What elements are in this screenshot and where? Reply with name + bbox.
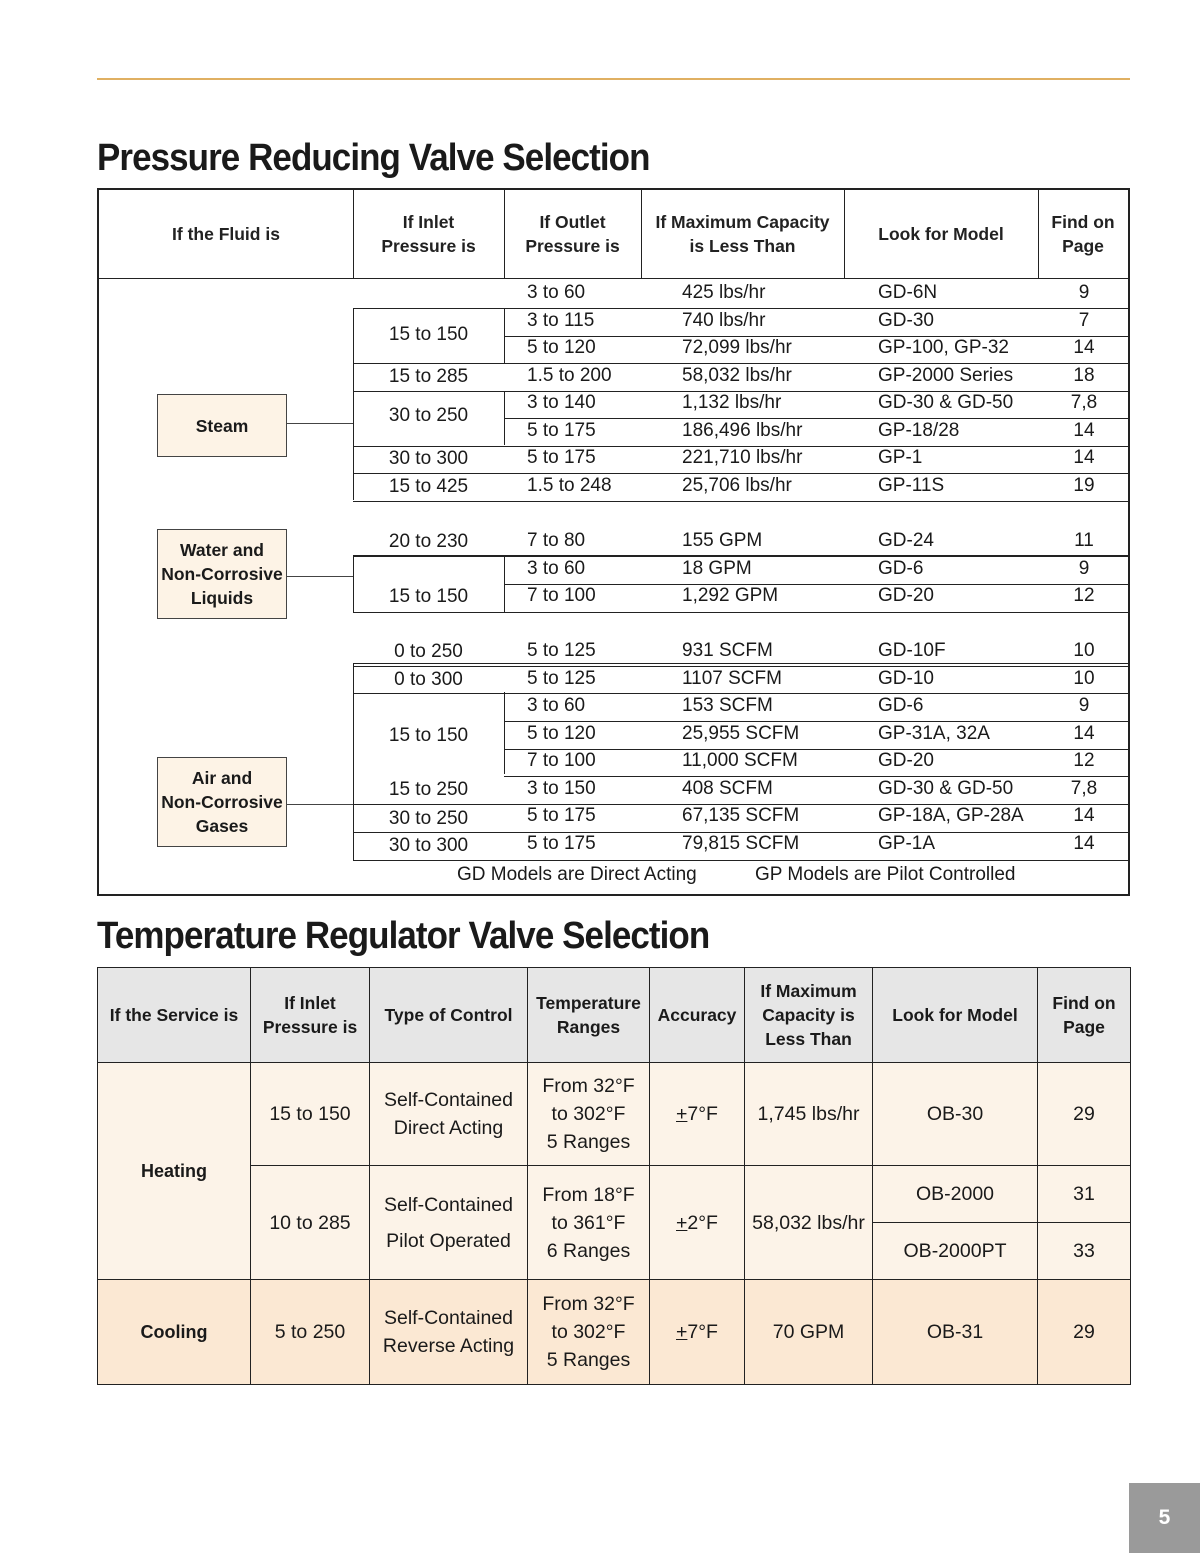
outlet-pressure: 5 to 175 xyxy=(527,833,596,854)
model-number: GP-18A, GP-28A xyxy=(878,805,1024,826)
header-fluid: If the Fluid is xyxy=(172,224,280,244)
temp-range-cell: From 32°F to 302°F 5 Ranges xyxy=(528,1280,650,1385)
page-number: 5 xyxy=(1129,1483,1200,1553)
plus-minus-sign: + xyxy=(676,1211,688,1234)
capacity-cell: 58,032 lbs/hr xyxy=(745,1166,873,1280)
page-reference: 9 xyxy=(1078,282,1090,303)
model-cell: OB-2000PT xyxy=(873,1223,1038,1280)
accuracy-value: 7°F xyxy=(687,1321,718,1343)
model-number: GP-1A xyxy=(878,833,936,854)
outlet-pressure: 5 to 120 xyxy=(527,337,596,358)
inlet-pressure: 30 to 250 xyxy=(388,405,469,426)
model-number: GD-6 xyxy=(878,558,924,579)
max-capacity: 153 SCFM xyxy=(682,695,773,716)
page-reference: 19 xyxy=(1073,475,1095,496)
outlet-pressure: 5 to 175 xyxy=(527,447,596,468)
max-capacity: 25,955 SCFM xyxy=(682,723,800,744)
capacity-cell: 70 GPM xyxy=(745,1280,873,1385)
steam-connector xyxy=(287,423,353,424)
header-col-divider xyxy=(1038,190,1039,278)
page-reference: 18 xyxy=(1073,365,1095,386)
header-page: Find on Page xyxy=(1051,212,1115,256)
outlet-pressure: 5 to 125 xyxy=(527,640,596,661)
control-cell: Self-Contained Direct Acting xyxy=(370,1063,528,1166)
fluid-water-box: Water and Non-Corrosive Liquids xyxy=(157,529,287,619)
row-divider xyxy=(353,693,1128,694)
header-capacity: If Maximum Capacity is Less Than xyxy=(655,212,830,256)
inlet-pressure: 0 to 300 xyxy=(394,669,463,690)
outlet-pressure: 5 to 125 xyxy=(527,668,596,689)
gd-models-note: GD Models are Direct Acting xyxy=(457,864,697,885)
top-accent-rule xyxy=(97,78,1130,80)
fluid-air-box: Air and Non-Corrosive Gases xyxy=(157,757,287,847)
max-capacity: 1107 SCFM xyxy=(682,668,782,689)
model-number: GD-20 xyxy=(878,750,934,771)
water-connector xyxy=(287,576,353,577)
accuracy-value: 7°F xyxy=(687,1103,718,1125)
row-divider xyxy=(504,721,1128,722)
max-capacity: 58,032 lbs/hr xyxy=(682,365,792,386)
inlet-pressure: 30 to 250 xyxy=(388,808,469,829)
plus-minus-sign: + xyxy=(676,1103,688,1125)
accuracy-value: 2°F xyxy=(687,1211,718,1234)
max-capacity: 408 SCFM xyxy=(682,778,773,799)
max-capacity: 931 SCFM xyxy=(682,640,773,661)
page-reference: 7,8 xyxy=(1070,778,1098,799)
inlet-cell: 15 to 150 xyxy=(251,1063,370,1166)
row-divider xyxy=(504,584,1128,585)
inlet-pressure: 0 to 250 xyxy=(394,641,463,662)
row-divider xyxy=(353,501,1128,502)
page-reference: 10 xyxy=(1073,668,1095,689)
row-divider xyxy=(353,860,1128,861)
group-top-border xyxy=(353,663,1128,664)
group-top-border xyxy=(353,555,1128,556)
model-number: GD-10 xyxy=(878,668,934,689)
temp-range-cell: From 32°F to 302°F 5 Ranges xyxy=(528,1063,650,1166)
outlet-pressure: 5 to 175 xyxy=(527,805,596,826)
max-capacity: 25,706 lbs/hr xyxy=(682,475,792,496)
row-divider xyxy=(504,776,1128,777)
inlet-pressure: 15 to 250 xyxy=(388,779,469,800)
group-top-border xyxy=(353,308,1128,309)
max-capacity: 740 lbs/hr xyxy=(682,310,766,331)
model-number: GD-24 xyxy=(878,530,934,551)
row-divider xyxy=(353,556,1128,557)
outlet-pressure: 3 to 60 xyxy=(527,282,586,303)
inlet-pressure: 15 to 150 xyxy=(388,324,469,345)
max-capacity: 67,135 SCFM xyxy=(682,805,800,826)
pressure-section-title: Pressure Reducing Valve Selection xyxy=(97,137,650,179)
plus-minus-sign: + xyxy=(676,1321,688,1343)
page-reference: 14 xyxy=(1073,723,1095,744)
max-capacity: 79,815 SCFM xyxy=(682,833,800,854)
outlet-pressure: 1.5 to 248 xyxy=(527,475,612,496)
max-capacity: 186,496 lbs/hr xyxy=(682,420,803,441)
header-service: If the Service is xyxy=(98,968,251,1063)
max-capacity: 425 lbs/hr xyxy=(682,282,766,303)
heating-row-2 xyxy=(98,1166,1131,1223)
page-reference: 14 xyxy=(1073,420,1095,441)
max-capacity: 18 GPM xyxy=(682,558,752,579)
model-number: GP-31A, 32A xyxy=(878,723,990,744)
outlet-pressure: 5 to 175 xyxy=(527,420,596,441)
row-divider xyxy=(353,666,1128,667)
max-capacity: 72,099 lbs/hr xyxy=(682,337,792,358)
temp-range-cell: From 18°F to 361°F 6 Ranges xyxy=(528,1166,650,1280)
row-divider xyxy=(504,336,1128,337)
service-cooling: Cooling xyxy=(98,1280,251,1385)
page-reference: 11 xyxy=(1074,530,1094,551)
control-cell: Self-Contained Reverse Acting xyxy=(370,1280,528,1385)
inlet-cell: 5 to 250 xyxy=(251,1280,370,1385)
header-inlet: If Inlet Pressure is xyxy=(381,212,476,256)
fluid-steam-box: Steam xyxy=(157,394,287,457)
header-temp: Temperature Ranges xyxy=(528,968,650,1063)
model-number: GD-6 xyxy=(878,695,924,716)
pressure-selection-table xyxy=(97,188,1130,896)
model-number: GP-2000 Series xyxy=(878,365,1014,386)
max-capacity: 11,000 SCFM xyxy=(682,750,798,771)
accuracy-cell xyxy=(650,1166,745,1280)
header-col-divider xyxy=(641,190,642,278)
inlet-pressure: 15 to 150 xyxy=(388,586,469,607)
gp-models-note: GP Models are Pilot Controlled xyxy=(755,864,1016,885)
header-col-divider xyxy=(844,190,845,278)
outlet-pressure: 5 to 120 xyxy=(527,723,596,744)
page-reference: 12 xyxy=(1073,585,1095,606)
outlet-pressure: 3 to 140 xyxy=(527,392,596,413)
model-number: GD-6N xyxy=(878,282,938,303)
page-reference: 7 xyxy=(1078,310,1090,331)
cooling-row xyxy=(98,1280,1131,1385)
header-outlet: If Outlet Pressure is xyxy=(525,212,620,256)
temperature-section-title: Temperature Regulator Valve Selection xyxy=(97,915,710,957)
model-number: GD-30 xyxy=(878,310,934,331)
temperature-selection-table xyxy=(97,967,1131,1385)
accuracy-cell xyxy=(650,1280,745,1385)
max-capacity: 1,132 lbs/hr xyxy=(682,392,782,413)
model-number: GD-30 & GD-50 xyxy=(878,392,1014,413)
header-control: Type of Control xyxy=(370,968,528,1063)
header-accuracy: Accuracy xyxy=(650,968,745,1063)
header-page: Find on Page xyxy=(1038,968,1131,1063)
outlet-pressure: 7 to 80 xyxy=(527,530,586,551)
row-divider xyxy=(504,418,1128,419)
inlet-pressure: 15 to 285 xyxy=(388,366,469,387)
model-number: GP-18/28 xyxy=(878,420,960,441)
inlet-pressure: 30 to 300 xyxy=(388,448,469,469)
inlet-pressure: 20 to 230 xyxy=(388,531,469,552)
inlet-cell: 10 to 285 xyxy=(251,1166,370,1280)
page-reference: 12 xyxy=(1073,750,1095,771)
outlet-pressure: 1.5 to 200 xyxy=(527,365,612,386)
service-heating: Heating xyxy=(98,1063,251,1280)
accuracy-cell xyxy=(650,1063,745,1166)
page-reference: 14 xyxy=(1073,337,1095,358)
model-number: GD-10F xyxy=(878,640,946,661)
outlet-pressure: 7 to 100 xyxy=(527,585,596,606)
row-divider xyxy=(353,363,1128,364)
inlet-divider xyxy=(504,692,505,774)
heating-row-1 xyxy=(98,1063,1131,1166)
row-divider xyxy=(353,473,1128,474)
header-model: Look for Model xyxy=(873,968,1038,1063)
page-reference: 14 xyxy=(1073,833,1095,854)
model-number: GD-20 xyxy=(878,585,934,606)
model-cell: OB-30 xyxy=(873,1063,1038,1166)
inlet-pressure: 15 to 425 xyxy=(388,476,469,497)
max-capacity: 155 GPM xyxy=(682,530,763,551)
model-number: GP-11S xyxy=(878,475,945,496)
temperature-header-row xyxy=(98,968,1131,1063)
inlet-pressure: 15 to 150 xyxy=(388,725,469,746)
header-col-divider xyxy=(504,190,505,278)
row-divider xyxy=(353,612,1128,613)
page-reference: 14 xyxy=(1073,805,1095,826)
page-cell: 29 xyxy=(1038,1063,1131,1166)
row-divider xyxy=(504,749,1128,750)
header-col-divider xyxy=(353,190,354,278)
page-cell: 29 xyxy=(1038,1280,1131,1385)
header-capacity: If Maximum Capacity is Less Than xyxy=(745,968,873,1063)
control-cell: Self-Contained Pilot Operated xyxy=(370,1166,528,1280)
header-model: Look for Model xyxy=(878,224,1004,244)
outlet-pressure: 3 to 60 xyxy=(527,695,586,716)
model-cell: OB-2000 xyxy=(873,1166,1038,1223)
page-cell: 31 xyxy=(1038,1166,1131,1223)
max-capacity: 221,710 lbs/hr xyxy=(682,447,803,468)
page-reference: 9 xyxy=(1078,695,1090,716)
outlet-pressure: 3 to 115 xyxy=(527,310,595,331)
capacity-cell: 1,745 lbs/hr xyxy=(745,1063,873,1166)
page-reference: 14 xyxy=(1073,447,1095,468)
page-cell: 33 xyxy=(1038,1223,1131,1280)
outlet-pressure: 7 to 100 xyxy=(527,750,596,771)
model-number: GP-1 xyxy=(878,447,923,468)
max-capacity: 1,292 GPM xyxy=(682,585,779,606)
page-reference: 7,8 xyxy=(1070,392,1098,413)
model-number: GD-30 & GD-50 xyxy=(878,778,1014,799)
model-cell: OB-31 xyxy=(873,1280,1038,1385)
model-number: GP-100, GP-32 xyxy=(878,337,1009,358)
outlet-pressure: 3 to 150 xyxy=(527,778,596,799)
outlet-pressure: 3 to 60 xyxy=(527,558,586,579)
page-reference: 9 xyxy=(1078,558,1090,579)
page-reference: 10 xyxy=(1073,640,1095,661)
header-divider xyxy=(99,278,1128,279)
header-inlet: If Inlet Pressure is xyxy=(251,968,370,1063)
inlet-pressure: 30 to 300 xyxy=(388,835,469,856)
air-connector xyxy=(287,804,353,805)
